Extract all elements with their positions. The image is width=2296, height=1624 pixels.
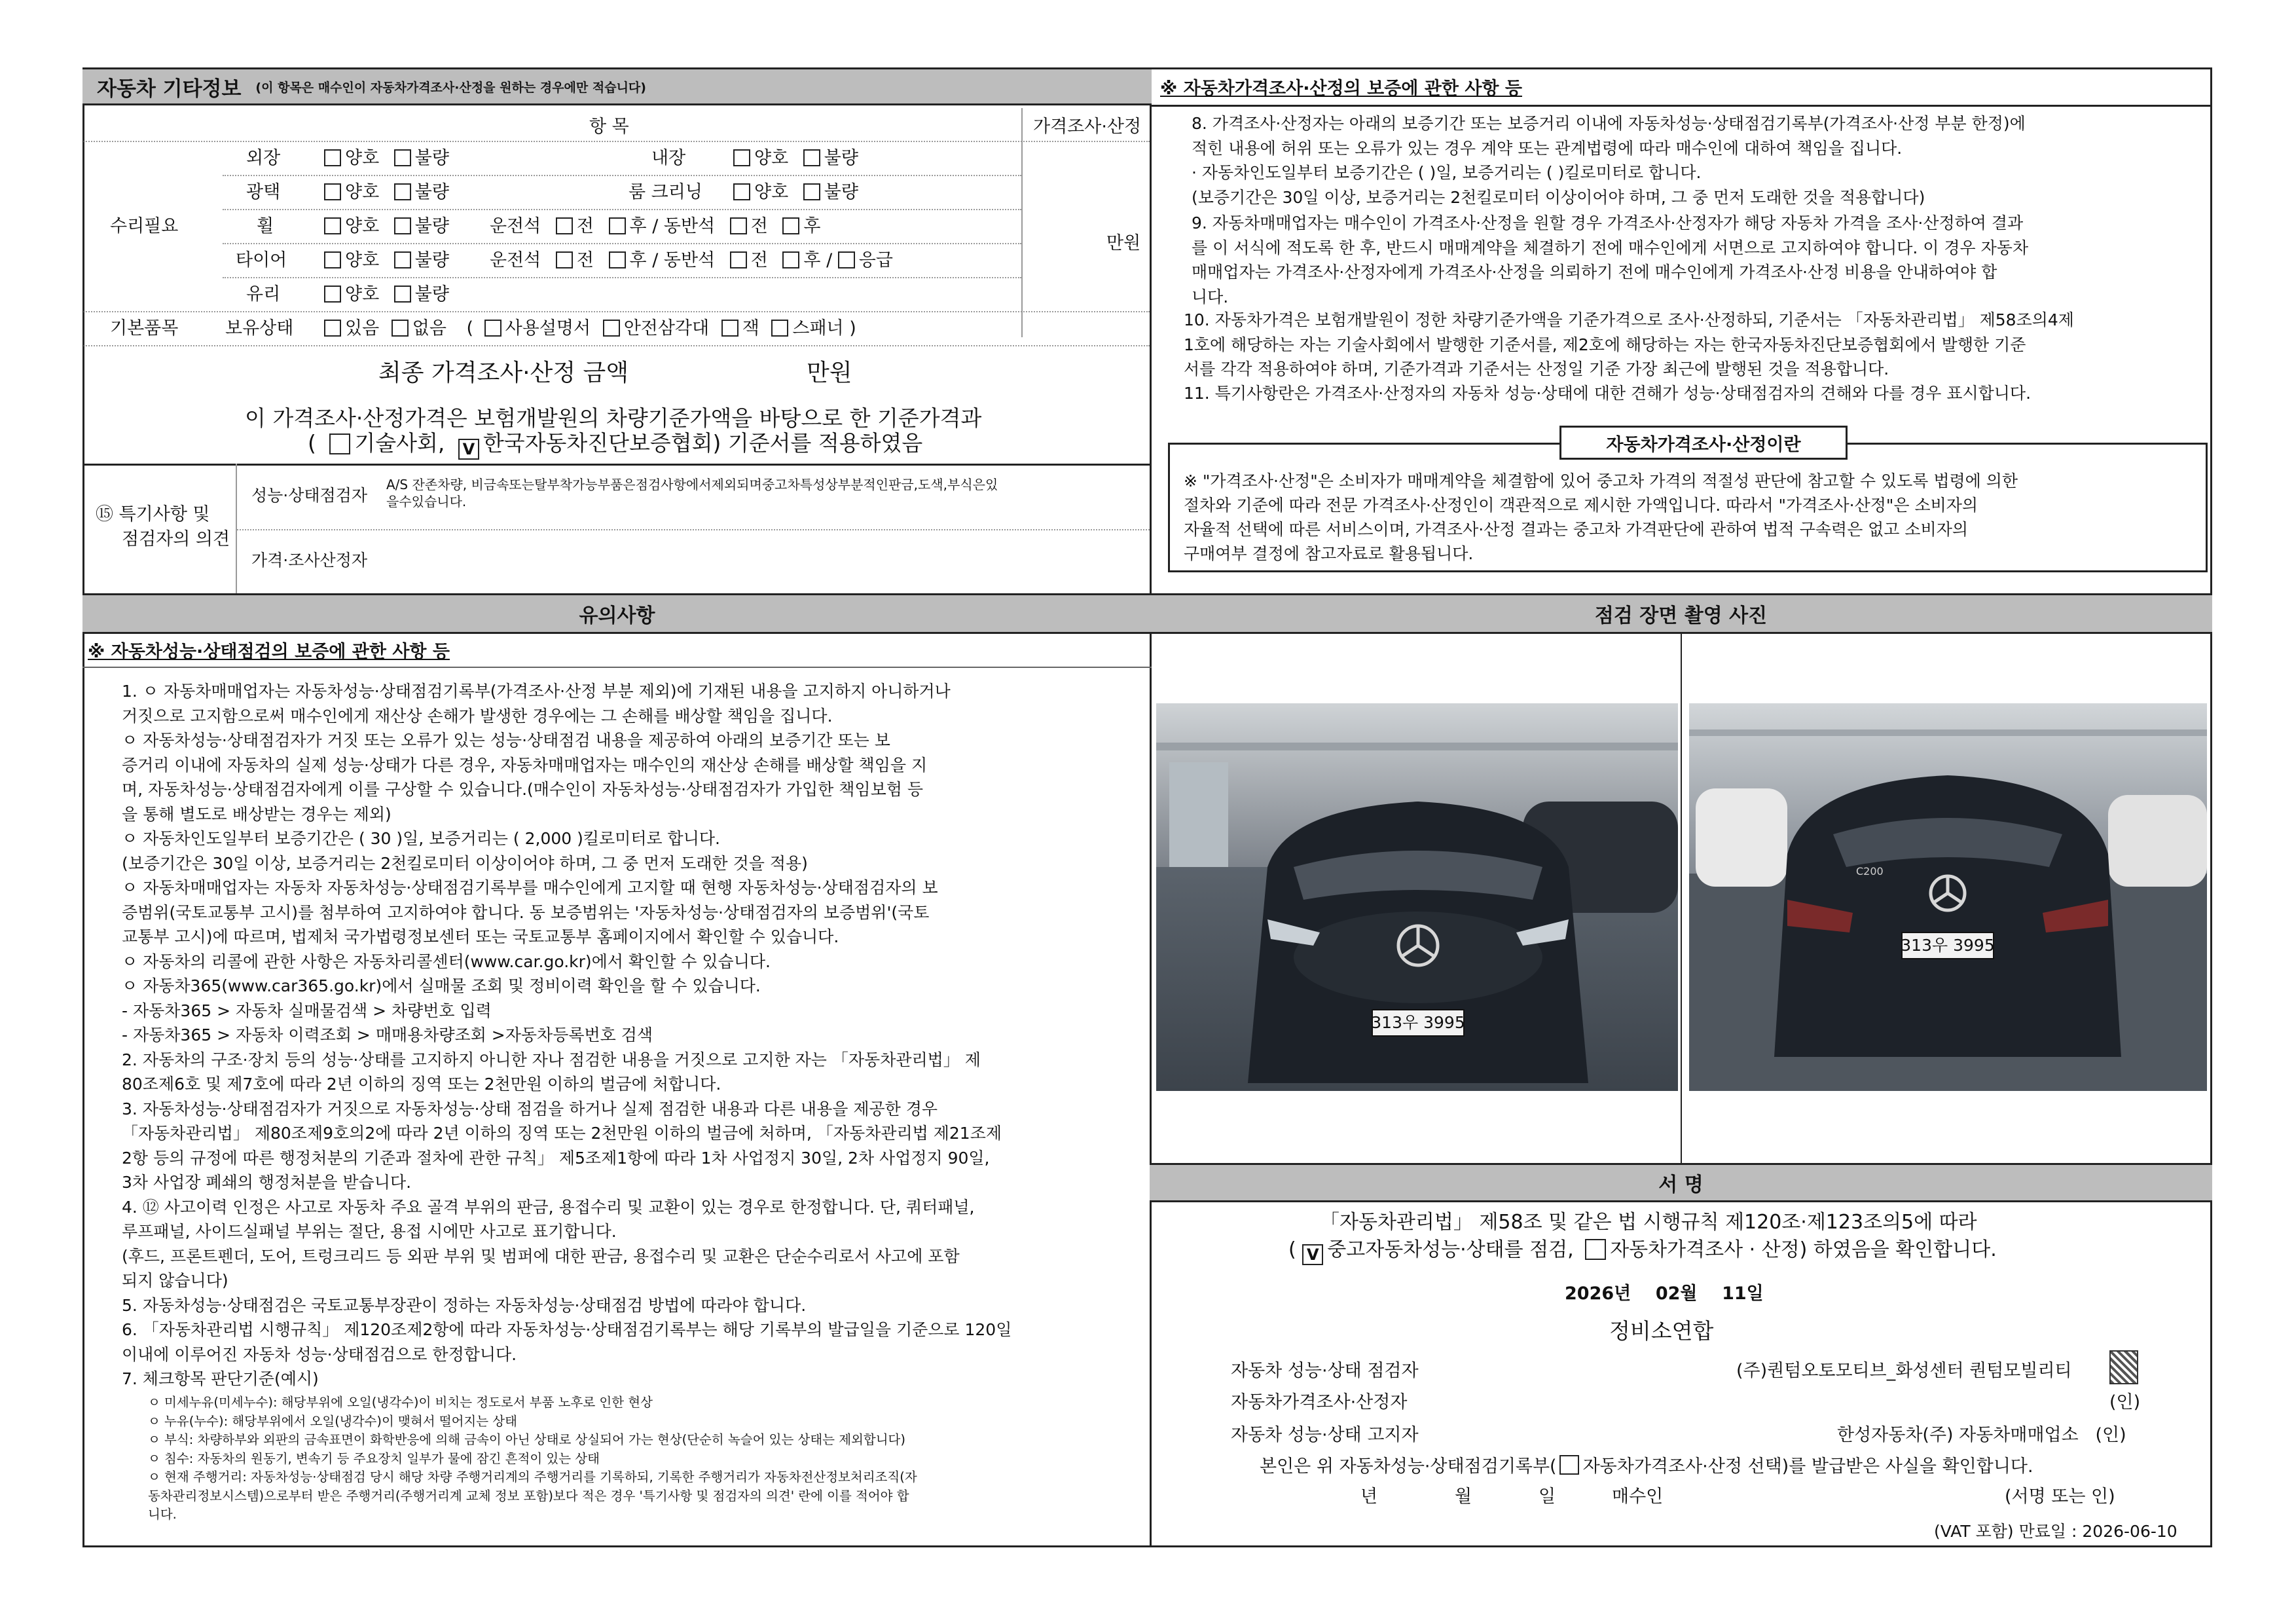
p8-line: 적힌 내용에 허위 또는 오류가 있는 경우 계약 또는 관계법령에 따라 매수인에 대하여 책임을 집니다. bbox=[1192, 138, 1903, 158]
opt-bad: 불량 bbox=[414, 284, 449, 304]
tire-bad-checkbox[interactable] bbox=[394, 251, 411, 268]
wheel-driver-rear-checkbox[interactable] bbox=[609, 217, 626, 234]
have-checkbox[interactable] bbox=[324, 320, 341, 337]
notice-line: 증거리 이내에 자동차의 실제 성능·상태가 다른 경우, 자동차매매업자는 매수인의 재산상 손해를 배상할 책임을 지 bbox=[122, 755, 928, 775]
confirm-appraisal: 자동차가격조사 · 산정) 하였음을 확인합니다. bbox=[1610, 1238, 1997, 1261]
tire-positions bbox=[490, 251, 893, 269]
notice-line: (보증기간은 30일 이상, 보증거리는 2천킬로미터 이상이어야 하며, 그 중 먼저 도래한 것을 적용) bbox=[122, 853, 808, 873]
opt-jack: 잭 bbox=[742, 318, 759, 339]
paragraph-8 bbox=[1192, 111, 2026, 210]
wheel-label: 휠 bbox=[257, 216, 274, 236]
opt-manual: 사용설명서 bbox=[505, 318, 591, 339]
glass-label: 유리 bbox=[246, 284, 281, 304]
opt-bad: 불량 bbox=[414, 250, 449, 270]
wheel-positions bbox=[490, 217, 821, 235]
opt-rear: 후 bbox=[803, 216, 821, 236]
opt-good: 양호 bbox=[345, 284, 380, 304]
tire-options bbox=[324, 251, 449, 269]
exterior-label: 외장 bbox=[246, 148, 281, 168]
appraiser-sign-label: 자동차가격조사·산정자 bbox=[1231, 1392, 1408, 1412]
opt-front: 전 bbox=[576, 216, 594, 236]
rear-plate-text: 313우 3995 bbox=[1901, 936, 1995, 955]
driver-side-label: 운전석 bbox=[490, 250, 541, 270]
tire-driver-rear-checkbox[interactable] bbox=[609, 251, 626, 268]
opt-bad: 불량 bbox=[414, 182, 449, 202]
law-reference: 「자동차관리법」 제58조 및 같은 법 시행규칙 제120조·제123조의5에 따라 bbox=[1320, 1211, 1977, 1234]
tire-passenger-front-checkbox[interactable] bbox=[730, 251, 747, 268]
rear-badge-text: C200 bbox=[1856, 865, 1884, 877]
basis-line-2 bbox=[308, 432, 922, 460]
buyer-label: 매수인 bbox=[1612, 1486, 1664, 1507]
special-sublabel: 점검자의 의견 bbox=[122, 529, 230, 549]
opt-good: 양호 bbox=[345, 250, 380, 270]
notice-line: 증범위(국토교통부 고시)를 첨부하여 고지하여야 합니다. 동 보증범위는 '자동차성능·상태점검자의 보증범위'(국토 bbox=[122, 902, 930, 922]
definition-line: ※ "가격조사·산정"은 소비자가 매매계약을 체결함에 있어 중고차 가격의 적절성 판단에 참고할 수 있도록 법령에 의한 bbox=[1184, 471, 2018, 490]
glass-good-checkbox[interactable] bbox=[324, 286, 341, 303]
notice-line: 4. ⑫ 사고이력 인정은 사고로 자동차 주요 골격 부위의 판금, 용접수리 및 교환이 있는 경우로 한정합니다. 단, 쿼터패널, bbox=[122, 1197, 975, 1217]
row-sep bbox=[237, 529, 1150, 530]
notice-line: ㅇ 자동차성능·상태점검자가 거짓 또는 오류가 있는 성능·상태점검 내용을 제공하여 아래의 보증기간 또는 보 bbox=[122, 731, 890, 750]
tire-emergency-checkbox[interactable] bbox=[838, 251, 855, 268]
room-cleaning-good-checkbox[interactable] bbox=[733, 183, 750, 200]
criteria-line: 동차관리정보시스템)으로부터 받은 주행거리(주행거리계 교체 정보 포함)보다 적은 경우 '특기사항 및 점검자의 의견' 란에 이를 적어야 합 bbox=[148, 1488, 909, 1504]
opt-rear: 후 / bbox=[629, 250, 664, 270]
appraiser-sign-value: (인) bbox=[2109, 1392, 2141, 1412]
notice-line: ㅇ 자동차인도일부터 보증기간은 ( 30 )일, 보증거리는 ( 2,000 )킬로미터로 합니다. bbox=[122, 829, 720, 848]
none-checkbox[interactable] bbox=[392, 320, 409, 337]
buyer-sign-value: (서명 또는 인) bbox=[2005, 1486, 2115, 1507]
notice-line: 이내에 이루어진 자동차 성능·상태점검으로 한정합니다. bbox=[122, 1344, 517, 1364]
notice-line: 며, 자동차성능·상태점검자에게 이를 구상할 수 있습니다.(매수인이 자동차성능·상태점검자가 가입한 책임보험 등 bbox=[122, 780, 923, 799]
notice-band: 유의사항 bbox=[82, 593, 1152, 634]
definition-line: 구매여부 결정에 참고자료로 활용됩니다. bbox=[1184, 544, 1474, 563]
inspection-warranty-title: ※ 자동차성능·상태점검의 보증에 관한 사항 등 bbox=[88, 642, 450, 662]
interior-label: 내장 bbox=[651, 148, 686, 168]
opt-triangle: 안전삼각대 bbox=[623, 318, 710, 339]
front-plate-text: 313우 3995 bbox=[1371, 1013, 1465, 1032]
paragraph-10 bbox=[1184, 308, 2074, 382]
photo-divider bbox=[1681, 634, 1682, 1163]
wheel-options bbox=[324, 217, 449, 235]
center-divider bbox=[1150, 67, 1152, 1547]
room-cleaning-bad-checkbox[interactable] bbox=[803, 183, 820, 200]
notice-line: - 자동차365 > 자동차 이력조회 > 매매용차량조회 >자동차등록번호 검색 bbox=[122, 1025, 653, 1044]
opt-good: 양호 bbox=[345, 148, 380, 168]
price-appraisal-checkbox[interactable] bbox=[1585, 1239, 1606, 1260]
notice-line: 「자동차관리법」 제80조제9호의2에 따라 2년 이하의 징역 또는 2천만원 이하의 벌금에 처하며, 「자동차관리법 제21조제 bbox=[122, 1124, 1002, 1143]
opt-good: 양호 bbox=[345, 216, 380, 236]
buyer-confirm-line bbox=[1260, 1455, 2033, 1475]
notice-line: (후드, 프론트펜더, 도어, 트렁크리드 등 외판 부위 및 범퍼에 대한 판금, 용접수리 및 교환은 단순수리로서 사고에 포함 bbox=[122, 1246, 960, 1266]
passenger-side-label: 동반석 bbox=[663, 250, 716, 270]
signature-band: 서 명 bbox=[1150, 1163, 2212, 1202]
front-inspection-photo bbox=[1156, 703, 1678, 1091]
interior-bad-checkbox[interactable] bbox=[803, 149, 820, 166]
opt-bad: 불량 bbox=[824, 148, 858, 168]
row-sep bbox=[84, 345, 1150, 346]
interior-good-checkbox[interactable] bbox=[733, 149, 750, 166]
exterior-options bbox=[324, 149, 449, 167]
buyer-confirm-a: 본인은 위 자동차성능·상태점검기록부( bbox=[1260, 1456, 1557, 1477]
opt-rear: 후 / bbox=[629, 216, 664, 236]
opt-have: 있음 bbox=[345, 318, 380, 339]
photo-band: 점검 장면 촬영 사진 bbox=[1150, 593, 2212, 634]
col-price-header: 가격조사·산정 bbox=[1033, 117, 1142, 137]
row-sep bbox=[84, 311, 1150, 312]
notice-line: 교통부 고시)에 따르며, 법제처 국가법령정보센터 또는 국토교통부 홈페이지에서 확인할 수 있습니다. bbox=[122, 927, 839, 946]
gloss-good-checkbox[interactable] bbox=[324, 183, 341, 200]
sign-year-label: 년 bbox=[1360, 1486, 1378, 1507]
buyer-appraisal-checkbox[interactable] bbox=[1559, 1455, 1579, 1475]
basis-kadi: 한국자동차진단보증협회) 기준서를 적용하였음 bbox=[483, 430, 923, 456]
tire-label: 타이어 bbox=[236, 250, 287, 270]
opt-none: 없음 bbox=[412, 318, 446, 339]
gloss-options bbox=[324, 183, 449, 201]
final-amount-unit: 만원 bbox=[807, 360, 852, 386]
rear-inspection-photo bbox=[1689, 703, 2207, 1091]
wheel-bad-checkbox[interactable] bbox=[394, 217, 411, 234]
criteria-line: 니다. bbox=[148, 1507, 177, 1522]
inspector-note-2: 을수있습니다. bbox=[386, 494, 467, 509]
confirm-paren: ( bbox=[1288, 1238, 1296, 1261]
opt-good: 양호 bbox=[754, 182, 789, 202]
notice-line: 1. ㅇ 자동차매매업자는 자동차성능·상태점검기록부(가격조사·산정 부분 제외)에 기재된 내용을 고지하지 아니하거나 bbox=[122, 682, 951, 701]
notice-line: 2항 등의 규정에 따른 행정처분의 기준과 절차에 관한 규칙」 제5조제1항에 따라 1차 사업정지 30일, 2차 사업정지 90일, bbox=[122, 1148, 990, 1168]
front-car-image bbox=[1156, 703, 1678, 1091]
glass-options bbox=[324, 286, 449, 303]
room-cleaning-options bbox=[733, 183, 858, 201]
inspector-sign-value: (주)퀀텀오토모티브_화성센터 퀀텀모빌리티 bbox=[1736, 1361, 2072, 1381]
criteria-line: ㅇ 부식: 차량하부와 외판의 금속표면이 화학반응에 의해 금속이 아닌 상태로 상실되어 가는 현상(단순히 녹슬어 있는 상태는 제외합니다) bbox=[148, 1432, 905, 1447]
row-sep bbox=[84, 141, 1150, 142]
tech-society-checkbox[interactable] bbox=[329, 434, 350, 454]
price-warranty-title: ※ 자동차가격조사·산정의 보증에 관한 사항 등 bbox=[1160, 79, 1522, 99]
opt-bad: 불량 bbox=[414, 148, 449, 168]
driver-side-label: 운전석 bbox=[490, 216, 541, 236]
inspector-label: 성능·상태점검자 bbox=[251, 486, 367, 505]
other-info-header bbox=[82, 67, 1152, 105]
special-col-line bbox=[236, 464, 237, 593]
row-sep bbox=[223, 277, 1021, 278]
p10-line: 서를 각각 적용하여야 하며, 기준가격과 기준서는 산정일 기준 가장 최근에 발행된 것을 적용합니다. bbox=[1184, 360, 1889, 378]
p11-line: 11. 특기사항란은 가격조사·산정자의 자동차 성능·상태에 대한 견해가 성능·상태점검자의 견해와 다를 경우 표시합니다. bbox=[1184, 384, 2032, 403]
notice-lines bbox=[122, 679, 1011, 1392]
opt-front: 전 bbox=[576, 250, 594, 270]
p8-line: (보증기간은 30일 이상, 보증거리는 2천킬로미터 이상이어야 하며, 그 중 먼저 도래한 것을 적용합니다) bbox=[1192, 187, 1925, 207]
basic-items-options: 있음 없음 ( 사용설명서 안전삼각대 잭 스패너 ) bbox=[324, 320, 856, 337]
notice-line: 2. 자동차의 구조·장치 등의 성능·상태를 고지하지 아니한 자나 점검한 내용을 거짓으로 고지한 자는 「자동차관리법」 제 bbox=[122, 1050, 981, 1069]
basic-items-label: 기본품목 bbox=[110, 318, 179, 339]
definition-line: 절차와 기준에 따라 전문 가격조사·산정인이 객관적으로 제시한 가액입니다. 따라서 "가격조사·산정"은 소비자의 bbox=[1184, 496, 1978, 515]
final-amount-label: 최종 가격조사·산정 금액 bbox=[378, 360, 629, 386]
paragraph-9 bbox=[1192, 211, 2028, 309]
notice-line: 6. 「자동차관리법 시행규칙」 제120조제2항에 따라 자동차성능·상태점검기록부는 해당 기록부의 발급일을 기준으로 120일 bbox=[122, 1320, 1012, 1339]
criteria-lines bbox=[148, 1393, 917, 1524]
p9-line: 매매업자는 가격조사·산정자에게 가격조사·산정을 의뢰하기 전에 매수인에게 가격조사·산정 비용을 안내하여야 합 bbox=[1192, 263, 1997, 282]
divider bbox=[82, 667, 1152, 668]
notice-line: ㅇ 자동차의 리콜에 관한 사항은 자동차리콜센터(www.car.go.kr)에서 확인할 수 있습니다. bbox=[122, 951, 771, 971]
paragraph-11 bbox=[1184, 381, 2031, 406]
p10-line: 10. 자동차가격은 보험개발원이 정한 차량기준가액을 기준가격으로 조사·산정하되, 기준서는 「자동차관리법」 제58조의4제 bbox=[1184, 310, 2074, 329]
rear-car-image bbox=[1689, 703, 2207, 1091]
p8-line: · 자동차인도일부터 보증기간은 ( )일, 보증거리는 ( )킬로미터로 합니다. bbox=[1192, 163, 1702, 182]
glass-bad-checkbox[interactable] bbox=[394, 286, 411, 303]
issue-date: 2026년 02월 11일 bbox=[1565, 1283, 1764, 1304]
criteria-line: ㅇ 현재 주행거리: 자동차성능·상태점검 당시 해당 차량 주행거리계의 주행거리를 기록하되, 기록한 주행거리가 자동차전산정보처리조직(자 bbox=[148, 1469, 917, 1485]
inspector-seal-stamp bbox=[2109, 1350, 2138, 1384]
basis-paren: ( bbox=[308, 430, 316, 456]
opt-bad: 불량 bbox=[414, 216, 449, 236]
manual-checkbox[interactable] bbox=[484, 320, 501, 337]
notice-line: 5. 자동차성능·상태점검은 국토교통부장관이 정하는 자동차성능·상태점검 방법에 따라야 합니다. bbox=[122, 1295, 807, 1315]
criteria-line: ㅇ 침수: 자동차의 원동기, 변속기 등 주요장치 일부가 물에 잠긴 흔적이 있는 상태 bbox=[148, 1450, 600, 1466]
notice-line: ㅇ 자동차매매업자는 자동차 자동차성능·상태점검기록부를 매수인에게 고지할 때 현행 자동차성능·상태점검자의 보 bbox=[122, 878, 938, 897]
divider bbox=[82, 464, 1152, 466]
price-col-line bbox=[1021, 108, 1023, 337]
wheel-passenger-rear-checkbox[interactable] bbox=[782, 217, 799, 234]
inspector-note-1: A/S 잔존차량, 비금속또는탈부착가능부품은점검사항에서제외되며중고차특성상부분적인판금,도색,부식은있 bbox=[386, 477, 998, 492]
sign-month-label: 월 bbox=[1455, 1486, 1472, 1507]
notifier-sign-label: 자동차 성능·상태 고지자 bbox=[1231, 1425, 1419, 1445]
buyer-confirm-b: 자동차가격조사·산정 선택)를 발급받은 사실을 확인합니다. bbox=[1582, 1456, 2033, 1477]
tire-good-checkbox[interactable] bbox=[324, 251, 341, 268]
exterior-good-checkbox[interactable] bbox=[324, 149, 341, 166]
row-sep bbox=[223, 209, 1021, 210]
opt-good: 양호 bbox=[345, 182, 380, 202]
opt-spanner: 스패너 ) bbox=[792, 318, 856, 339]
opt-good: 양호 bbox=[754, 148, 789, 168]
opt-rear: 후 / bbox=[803, 250, 838, 270]
sign-day-label: 일 bbox=[1539, 1486, 1556, 1507]
inspector-sign-label: 자동차 성능·상태 점검자 bbox=[1231, 1361, 1419, 1381]
opt-front: 전 bbox=[750, 216, 768, 236]
definition-line: 자율적 선택에 따른 서비스이며, 가격조사·산정 결과는 중고차 가격판단에 관하여 법적 구속력은 없고 소비자의 bbox=[1184, 520, 1969, 539]
row-sep bbox=[223, 243, 1021, 244]
tire-driver-front-checkbox[interactable] bbox=[556, 251, 573, 268]
p9-line: 를 이 서식에 적도록 한 후, 반드시 매매계약을 체결하기 전에 매수인에게 서면으로 고지하여야 합니다. 이 경우 자동차 bbox=[1192, 238, 2029, 257]
jack-checkbox[interactable] bbox=[721, 320, 738, 337]
wheel-good-checkbox[interactable] bbox=[324, 217, 341, 234]
triangle-checkbox[interactable] bbox=[603, 320, 620, 337]
appraisal-definition-title: 자동차가격조사·산정이란 bbox=[1559, 426, 1848, 460]
room-cleaning-label: 룸 크리닝 bbox=[629, 182, 702, 202]
notice-line: 3차 사업장 폐쇄의 행정처분을 받습니다. bbox=[122, 1173, 412, 1192]
special-label: ⑮ 특기사항 및 bbox=[96, 504, 210, 525]
organization-name: 정비소연합 bbox=[1609, 1318, 1714, 1344]
exterior-bad-checkbox[interactable] bbox=[394, 149, 411, 166]
gloss-label: 광택 bbox=[246, 182, 281, 202]
wheel-driver-front-checkbox[interactable] bbox=[556, 217, 573, 234]
spanner-checkbox[interactable] bbox=[771, 320, 788, 337]
wheel-passenger-front-checkbox[interactable] bbox=[730, 217, 747, 234]
interior-options bbox=[733, 149, 858, 167]
p9-line: 9. 자동차매매업자는 매수인이 가격조사·산정을 원할 경우 가격조사·산정자가 해당 자동차 가격을 조사·산정하여 결과 bbox=[1192, 213, 2024, 232]
notice-line: 루프패널, 사이드실패널 부위는 절단, 용접 시에만 사고로 표기합니다. bbox=[122, 1222, 617, 1241]
notice-line: 되지 않습니다) bbox=[122, 1271, 228, 1290]
notice-line: 거짓으로 고지함으로써 매수인에게 재산상 손해가 발생한 경우에는 그 손해를 배상할 책임을 집니다. bbox=[122, 706, 833, 726]
notice-line: 을 통해 별도로 배상받는 경우는 제외) bbox=[122, 804, 392, 824]
confirm-inspection: 중고자동차성능·상태를 점검, bbox=[1327, 1238, 1574, 1261]
used-car-inspection-checkbox[interactable]: V bbox=[1302, 1244, 1323, 1265]
p8-line: 8. 가격조사·산정자는 아래의 보증기간 또는 보증거리 이내에 자동차성능·상태점검기록부(가격조사·산정 부분 한정)에 bbox=[1192, 114, 2026, 133]
possession-label: 보유상태 bbox=[225, 318, 294, 339]
notice-line: - 자동차365 > 자동차 실매물검색 > 차량번호 입력 bbox=[122, 1001, 492, 1020]
divider bbox=[1152, 105, 2212, 107]
basis-tech: 기술사회, bbox=[354, 430, 445, 456]
passenger-side-label: 동반석 bbox=[663, 216, 716, 236]
notice-line: 80조제6호 및 제7호에 따라 2년 이하의 징역 또는 2천만원 이하의 벌금에 처합니다. bbox=[122, 1075, 721, 1094]
notice-line: 3. 자동차성능·상태점검자가 거짓으로 자동차성능·상태 점검을 하거나 실제 점검한 내용과 다른 내용을 제공한 경우 bbox=[122, 1099, 938, 1118]
notifier-sign-value: 한성자동차(주) 자동차매매업소 (인) bbox=[1837, 1425, 2126, 1445]
repair-unit: 만원 bbox=[1106, 233, 1141, 253]
p10-line: 1호에 해당하는 자는 기술사회에서 발행한 기준서를, 제2호에 해당하는 자는 한국자동차진단보증협회에서 발행한 기준 bbox=[1184, 335, 2026, 354]
appraisal-definition-text bbox=[1184, 469, 2018, 566]
opt-bad: 불량 bbox=[824, 182, 858, 202]
col-item-header: 항 목 bbox=[589, 117, 629, 137]
appraiser-label: 가격·조사산정자 bbox=[251, 551, 367, 570]
notice-line: ㅇ 자동차365(www.car365.go.kr)에서 실매물 조회 및 정비이력 확인을 할 수 있습니다. bbox=[122, 976, 761, 995]
other-info-note: (이 항목은 매수인이 자동차가격조사·산정을 원하는 경우에만 적습니다) bbox=[255, 80, 646, 95]
criteria-line: ㅇ 누유(누수): 해당부위에서 오일(냉각수)이 맺혀서 떨어지는 상태 bbox=[148, 1413, 517, 1429]
p9-line: 니다. bbox=[1192, 287, 1229, 306]
row-sep bbox=[223, 175, 1021, 176]
repair-label: 수리필요 bbox=[110, 216, 179, 236]
expiry-footer: (VAT 포함) 만료일 : 2026-06-10 bbox=[1934, 1522, 2178, 1541]
other-info-title: 자동차 기타정보 bbox=[97, 77, 242, 101]
confirm-line bbox=[1288, 1239, 1997, 1265]
basis-line-1: 이 가격조사·산정가격은 보험개발원의 차량기준가액을 바탕으로 한 기준가격과 bbox=[245, 405, 982, 431]
opt-emergency: 응급 bbox=[858, 250, 893, 270]
notice-line: 7. 체크항목 판단기준(예시) bbox=[122, 1369, 319, 1388]
opt-front: 전 bbox=[750, 250, 768, 270]
kadi-checkbox[interactable]: V bbox=[458, 439, 479, 460]
gloss-bad-checkbox[interactable] bbox=[394, 183, 411, 200]
criteria-line: ㅇ 미세누유(미세누수): 해당부위에 오일(냉각수)이 비치는 정도로서 부품 노후로 인한 현상 bbox=[148, 1395, 653, 1410]
tire-passenger-rear-checkbox[interactable] bbox=[782, 251, 799, 268]
